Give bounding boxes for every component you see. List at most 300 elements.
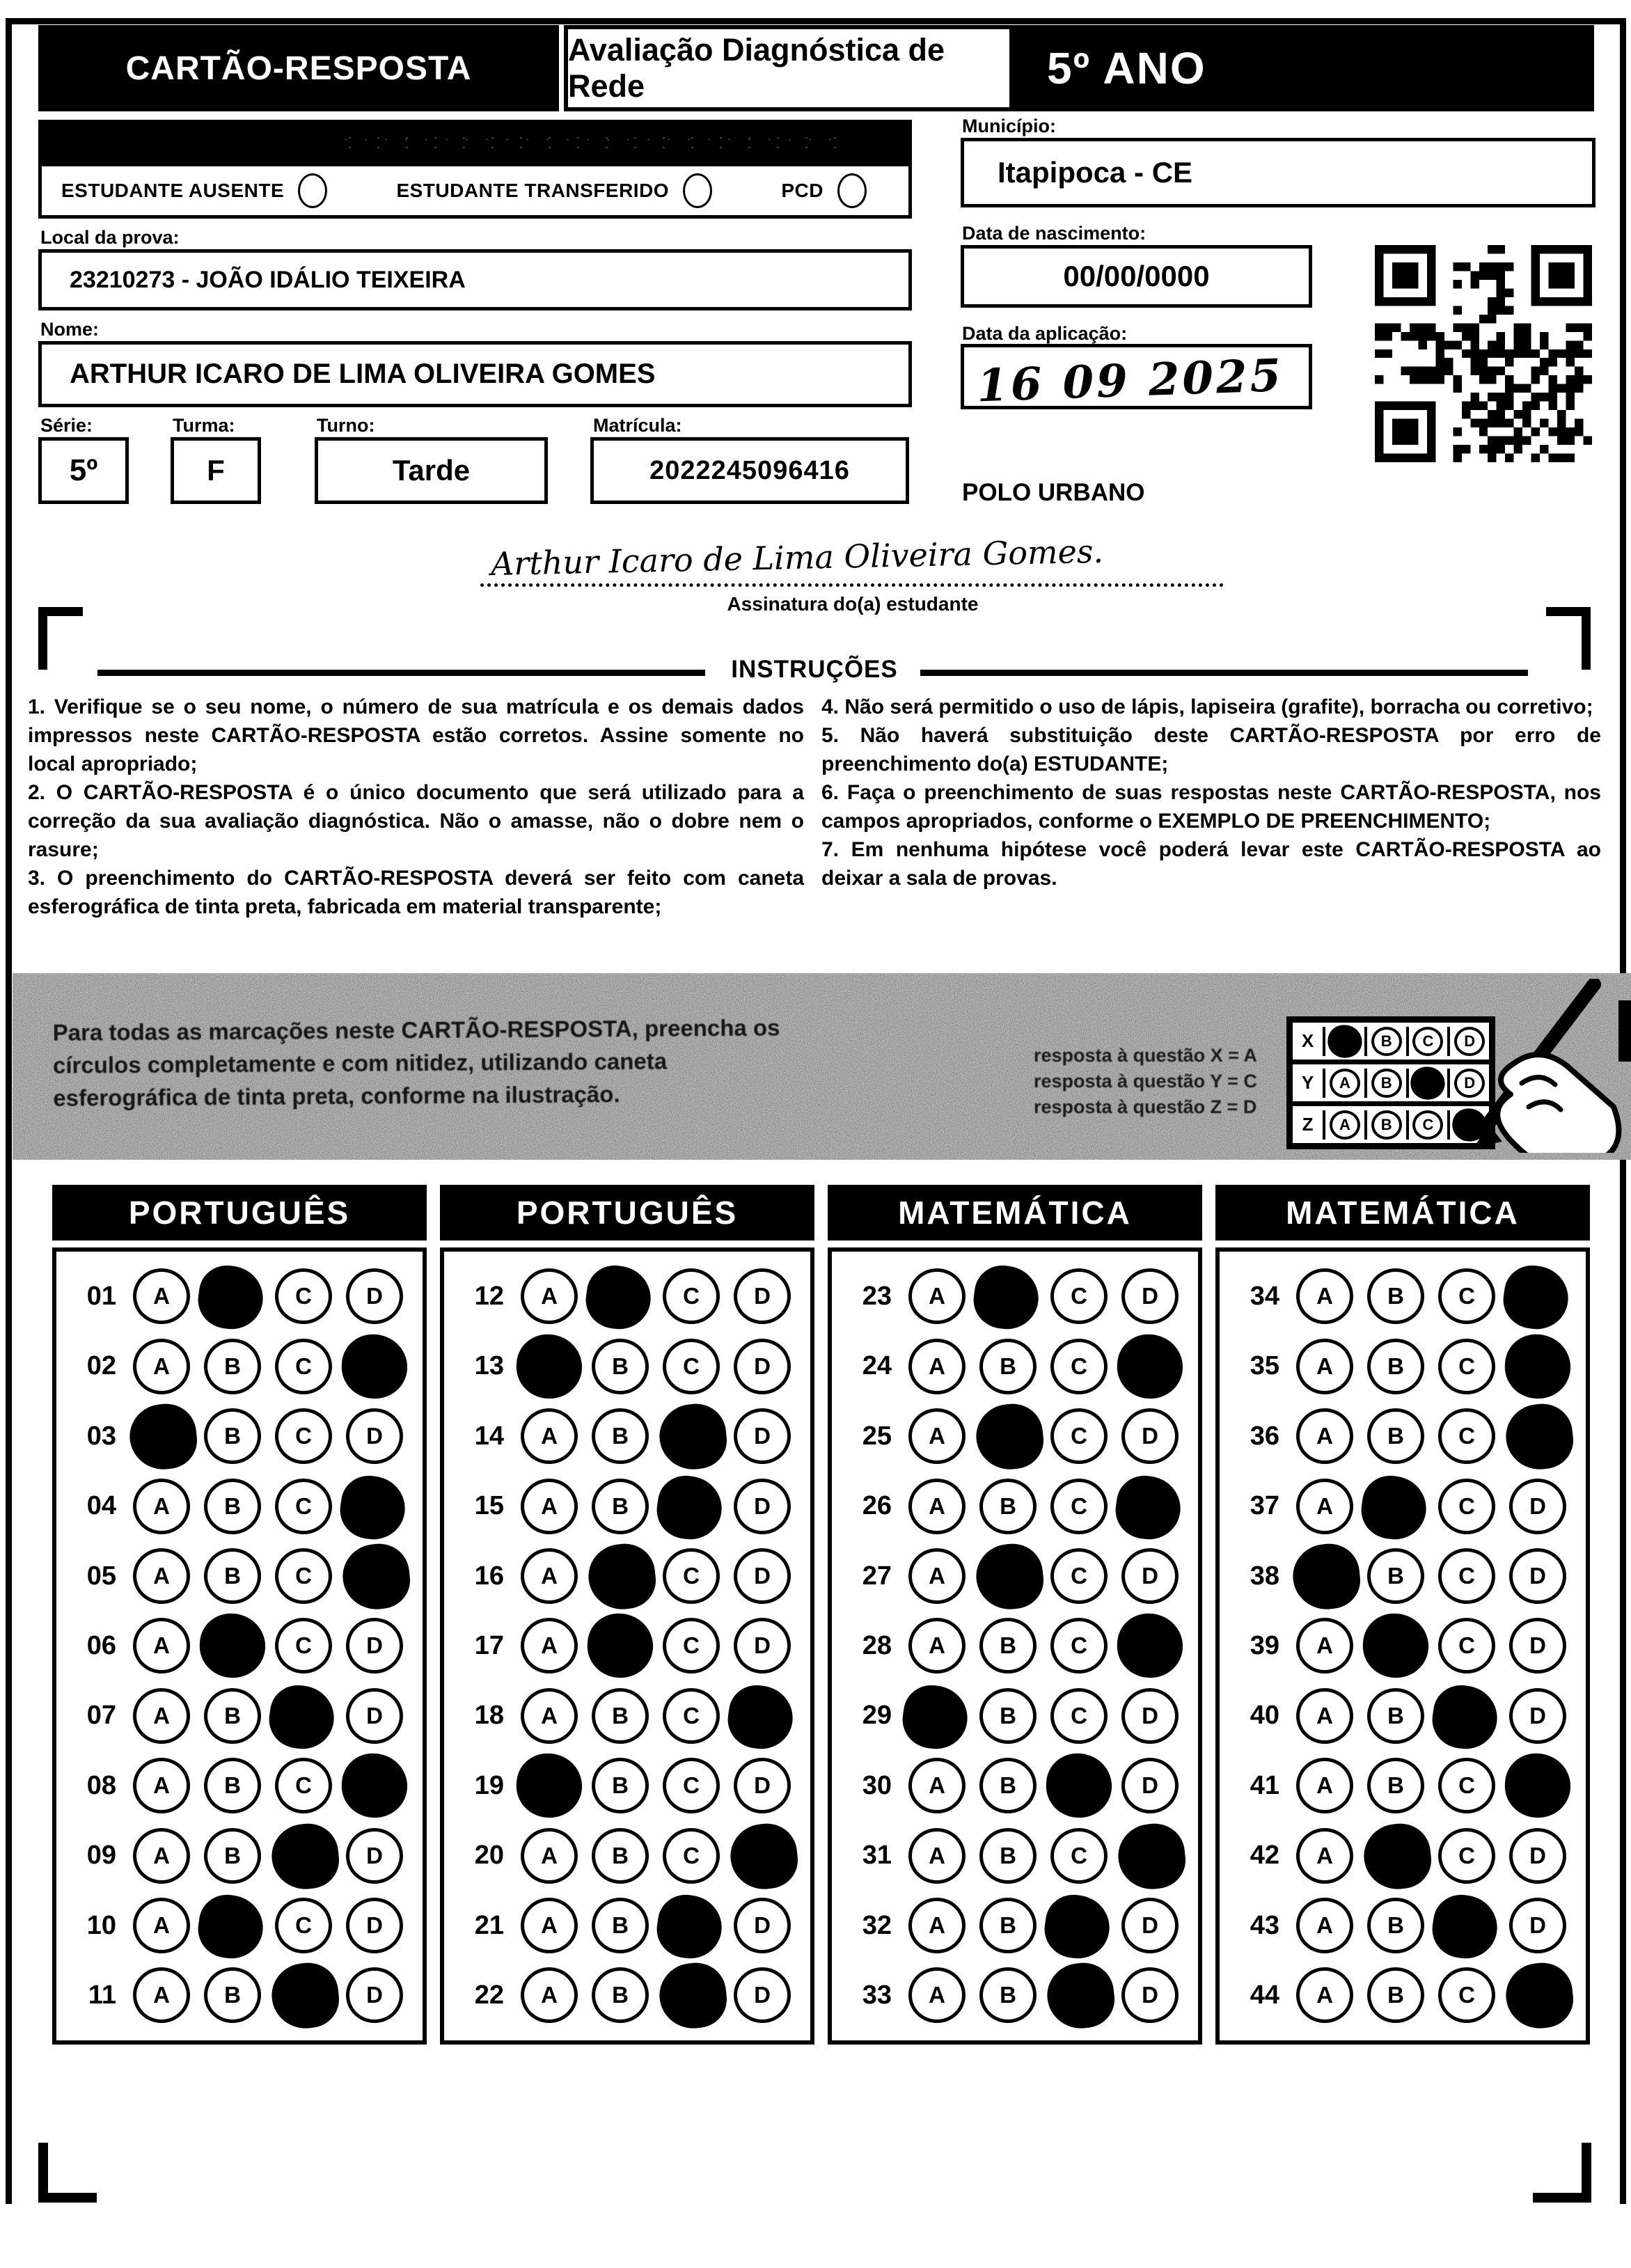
municipio-label: Município: bbox=[962, 116, 1056, 136]
question-number: 35 bbox=[1250, 1351, 1279, 1381]
bubble-option-b[interactable] bbox=[194, 1891, 267, 1962]
example-row-label: Z bbox=[1302, 1114, 1314, 1135]
bubble-option-b[interactable] bbox=[585, 1541, 659, 1612]
bubble-option-a[interactable]: A bbox=[133, 1688, 190, 1744]
question-options bbox=[507, 1339, 810, 1394]
aplicacao-box bbox=[961, 344, 1312, 412]
bubble-option-b[interactable] bbox=[1361, 1820, 1434, 1892]
bubble-option-b[interactable]: B bbox=[1367, 1339, 1424, 1394]
question-options bbox=[119, 1339, 423, 1394]
question-number: 42 bbox=[1250, 1841, 1279, 1871]
question-number: 39 bbox=[1250, 1630, 1279, 1660]
bubble-option-d[interactable]: D bbox=[1509, 1898, 1566, 1953]
bubble-option-b[interactable]: B bbox=[592, 1339, 649, 1394]
bubble-option-b[interactable]: B bbox=[1367, 1268, 1424, 1324]
bubble-option-a[interactable]: A bbox=[521, 1967, 578, 2023]
matricula-label: Matrícula: bbox=[593, 415, 682, 436]
bubble-option-a[interactable]: A bbox=[521, 1548, 578, 1604]
bubble-option-c[interactable]: C bbox=[663, 1688, 720, 1744]
bubble-option-b[interactable]: B bbox=[204, 1967, 261, 2023]
bubble-option-d[interactable]: D bbox=[346, 1898, 403, 1953]
local-da-prova-label: Local da prova: bbox=[40, 227, 180, 248]
bubble-option-d[interactable]: D bbox=[1121, 1758, 1179, 1813]
bubble-option-c[interactable]: C bbox=[1438, 1339, 1495, 1394]
example-bubble-option-a[interactable]: A bbox=[1330, 1110, 1360, 1140]
card-title-box bbox=[38, 25, 559, 111]
question-row bbox=[1220, 1408, 1586, 1464]
question-options bbox=[1282, 1898, 1586, 1953]
bubble-option-b[interactable]: B bbox=[979, 1479, 1037, 1534]
bubble-option-a[interactable]: A bbox=[521, 1618, 578, 1674]
serie-value: 5º bbox=[69, 453, 98, 487]
question-number: 15 bbox=[474, 1491, 504, 1521]
bubble-option-b[interactable]: B bbox=[592, 1967, 649, 2023]
bubble-option-d[interactable]: D bbox=[1509, 1618, 1566, 1674]
bubble-option-c[interactable]: C bbox=[1050, 1828, 1108, 1884]
signature-handwritten: Arthur Icaro de Lima Oliveira Gomes. bbox=[490, 532, 1104, 583]
bubble-option-c[interactable]: C bbox=[275, 1408, 332, 1464]
bubble-option-c[interactable] bbox=[1041, 1891, 1113, 1962]
bubble-option-d[interactable]: D bbox=[1121, 1688, 1179, 1744]
bubble-option-d[interactable]: D bbox=[734, 1758, 791, 1813]
bubble-option-c[interactable]: C bbox=[1438, 1967, 1495, 2023]
example-cell bbox=[1323, 1027, 1364, 1056]
question-options bbox=[507, 1898, 810, 1953]
answer-grid bbox=[828, 1247, 1202, 2045]
bubble-option-a[interactable]: A bbox=[133, 1618, 190, 1674]
bubble-option-b[interactable]: B bbox=[979, 1618, 1037, 1674]
bubble-option-a[interactable]: A bbox=[1296, 1758, 1353, 1813]
bubble-option-d[interactable]: D bbox=[1509, 1688, 1566, 1744]
bubble-option-a[interactable]: A bbox=[133, 1828, 190, 1884]
bubble-option-a[interactable]: A bbox=[521, 1898, 578, 1953]
bubble-option-c[interactable]: C bbox=[663, 1548, 720, 1604]
bubble-option-c[interactable]: C bbox=[1438, 1548, 1495, 1604]
bubble-option-b[interactable] bbox=[970, 1262, 1042, 1333]
bubble-option-d[interactable] bbox=[1115, 1612, 1185, 1680]
question-row bbox=[1220, 1688, 1586, 1744]
bubble-option-b[interactable]: B bbox=[979, 1688, 1037, 1744]
municipio-value: Itapipoca - CE bbox=[998, 156, 1193, 189]
question-number: 05 bbox=[86, 1561, 116, 1591]
bubble-option-a[interactable]: A bbox=[1296, 1967, 1353, 2023]
example-legend-line: resposta à questão X = A bbox=[1034, 1045, 1257, 1066]
bubble-option-a[interactable]: A bbox=[133, 1967, 190, 2023]
status-option bbox=[396, 173, 712, 208]
question-number: 09 bbox=[86, 1841, 116, 1871]
bubble-option-a[interactable]: A bbox=[1296, 1408, 1353, 1464]
question-row bbox=[832, 1268, 1198, 1324]
bubble-option-b[interactable]: B bbox=[592, 1408, 649, 1464]
question-number: 03 bbox=[86, 1421, 116, 1451]
bubble-option-c[interactable] bbox=[1428, 1682, 1501, 1753]
bubble-option-a[interactable]: A bbox=[1296, 1618, 1353, 1674]
hand-pen-illustration bbox=[1385, 979, 1631, 1153]
section-header bbox=[440, 1185, 814, 1241]
instruction-item: 5. Não haverá substituição deste CARTÃO-RESPOSTA por erro de preenchimento do(a) ESTUDANTE; bbox=[821, 724, 1601, 775]
example-bubble-option-a[interactable]: A bbox=[1330, 1069, 1360, 1098]
bubble-option-b[interactable]: B bbox=[1367, 1548, 1424, 1604]
bubble-option-a[interactable]: A bbox=[521, 1479, 578, 1534]
bubble-option-c[interactable] bbox=[1044, 1751, 1114, 1820]
bubble-option-c[interactable]: C bbox=[1050, 1408, 1108, 1464]
question-number: 40 bbox=[1250, 1701, 1279, 1731]
question-row bbox=[832, 1479, 1198, 1534]
example-legend-line: resposta à questão Z = D bbox=[1034, 1096, 1257, 1117]
bubble-option-c[interactable]: C bbox=[1050, 1688, 1108, 1744]
question-options bbox=[1282, 1339, 1586, 1394]
question-row bbox=[832, 1758, 1198, 1813]
bubble-option-b[interactable]: B bbox=[592, 1828, 649, 1884]
bubble-option-d[interactable]: D bbox=[734, 1967, 791, 2023]
instructions-rule-right bbox=[920, 670, 1528, 676]
question-row bbox=[56, 1688, 423, 1744]
bubble-option-c[interactable] bbox=[1044, 1960, 1117, 2032]
registration-mark bbox=[38, 607, 83, 616]
bubble-option-d[interactable]: D bbox=[1121, 1967, 1179, 2023]
question-row bbox=[444, 1339, 810, 1394]
bubble-option-b[interactable] bbox=[582, 1262, 654, 1333]
bubble-option-a[interactable] bbox=[514, 1332, 584, 1401]
example-bubble-option-b[interactable]: B bbox=[1371, 1069, 1402, 1098]
bubble-option-c[interactable] bbox=[269, 1960, 342, 2032]
bubble-option-c[interactable]: C bbox=[1438, 1408, 1495, 1464]
example-bubble-option-b[interactable]: B bbox=[1371, 1110, 1402, 1140]
status-option-label: PCD bbox=[781, 180, 824, 201]
question-number: 41 bbox=[1250, 1770, 1279, 1800]
bubble-option-d[interactable] bbox=[724, 1682, 796, 1753]
bubble-option-b[interactable]: B bbox=[204, 1479, 261, 1534]
bubble-option-d[interactable] bbox=[1115, 1820, 1188, 1892]
question-row bbox=[444, 1408, 810, 1464]
bubble-option-b[interactable] bbox=[585, 1612, 655, 1680]
bubble-option-b[interactable]: B bbox=[979, 1967, 1037, 2023]
bubble-option-c[interactable]: C bbox=[1050, 1479, 1108, 1534]
question-number: 31 bbox=[862, 1841, 892, 1871]
municipio-box bbox=[961, 138, 1595, 207]
bubble-option-a[interactable]: A bbox=[133, 1548, 190, 1604]
question-row bbox=[444, 1688, 810, 1744]
bubble-option-d[interactable]: D bbox=[346, 1688, 403, 1744]
question-row bbox=[56, 1758, 423, 1813]
question-options bbox=[895, 1408, 1198, 1464]
bubble-option-b[interactable]: B bbox=[204, 1688, 261, 1744]
bubble-option-c[interactable]: C bbox=[275, 1479, 332, 1534]
bubble-option-a[interactable] bbox=[127, 1401, 200, 1473]
bubble-option-c[interactable]: C bbox=[1050, 1548, 1108, 1604]
example-bubble-option-d[interactable]: D bbox=[1454, 1027, 1485, 1056]
bubble-option-d[interactable]: D bbox=[346, 1967, 403, 2023]
bubble-option-d[interactable]: D bbox=[734, 1548, 791, 1604]
bubble-option-c[interactable]: C bbox=[663, 1339, 720, 1394]
bubble-option-a[interactable]: A bbox=[908, 1758, 966, 1813]
bubble-option-c[interactable] bbox=[1428, 1891, 1501, 1962]
question-options bbox=[119, 1967, 423, 2023]
bubble-option-c[interactable]: C bbox=[275, 1898, 332, 1953]
bubble-option-a[interactable]: A bbox=[908, 1268, 966, 1324]
status-option-circle[interactable] bbox=[683, 173, 712, 208]
bubble-option-c[interactable] bbox=[653, 1891, 725, 1962]
bubble-option-d[interactable]: D bbox=[1509, 1479, 1566, 1534]
bubble-option-a[interactable]: A bbox=[1296, 1898, 1353, 1953]
question-row bbox=[1220, 1618, 1586, 1674]
bubble-option-d[interactable] bbox=[340, 1332, 409, 1401]
section-header bbox=[52, 1185, 427, 1241]
bubble-option-b[interactable] bbox=[973, 1541, 1046, 1612]
bubble-option-a[interactable]: A bbox=[908, 1967, 966, 2023]
bubble-option-d[interactable] bbox=[727, 1820, 801, 1892]
question-number: 30 bbox=[862, 1770, 892, 1800]
bubble-option-b[interactable]: B bbox=[204, 1408, 261, 1464]
bubble-option-d[interactable]: D bbox=[346, 1268, 403, 1324]
bubble-option-a[interactable]: A bbox=[908, 1408, 966, 1464]
nascimento-box bbox=[961, 245, 1312, 308]
page-border-top bbox=[6, 18, 1626, 24]
student-status-box bbox=[38, 163, 912, 219]
question-options bbox=[119, 1618, 423, 1674]
bubble-option-c[interactable]: C bbox=[275, 1339, 332, 1394]
example-legend-line: resposta à questão Y = C bbox=[1034, 1071, 1257, 1092]
nome-value: ARTHUR ICARO DE LIMA OLIVEIRA GOMES bbox=[70, 359, 656, 389]
question-options bbox=[507, 1758, 810, 1813]
bubble-option-c[interactable]: C bbox=[275, 1758, 332, 1813]
question-number: 32 bbox=[862, 1910, 892, 1940]
question-options bbox=[895, 1618, 1198, 1674]
bubble-option-b[interactable]: B bbox=[592, 1898, 649, 1953]
polo-label: POLO URBANO bbox=[962, 479, 1145, 506]
fill-instructions-note: Para todas as marcações neste CARTÃO-RESPOSTA, preencha os círculos completamente e com nitidez, utilizando caneta esferográfica de tinta preta, conforme na ilustração. bbox=[52, 1014, 780, 1111]
bubble-option-d[interactable] bbox=[1115, 1332, 1185, 1401]
bubble-option-a[interactable]: A bbox=[1296, 1268, 1353, 1324]
bubble-option-d[interactable] bbox=[1503, 1960, 1576, 2032]
bubble-option-a[interactable]: A bbox=[1296, 1479, 1353, 1534]
bubble-option-b[interactable]: B bbox=[592, 1688, 649, 1744]
nome-box bbox=[38, 341, 912, 407]
example-bubble-option-c[interactable]: C bbox=[1412, 1027, 1443, 1056]
bubble-option-a[interactable]: A bbox=[521, 1828, 578, 1884]
bubble-option-c[interactable]: C bbox=[1050, 1339, 1108, 1394]
bubble-option-c[interactable]: C bbox=[275, 1548, 332, 1604]
bubble-option-d[interactable]: D bbox=[1121, 1548, 1179, 1604]
bubble-option-c[interactable]: C bbox=[1438, 1268, 1495, 1324]
bubble-option-a[interactable]: A bbox=[133, 1339, 190, 1394]
bubble-option-d[interactable]: D bbox=[346, 1408, 403, 1464]
bubble-option-c[interactable]: C bbox=[275, 1268, 332, 1324]
example-band bbox=[13, 973, 1631, 1160]
bubble-option-d[interactable] bbox=[1503, 1401, 1576, 1473]
bubble-option-a[interactable]: A bbox=[133, 1479, 190, 1534]
bubble-option-a[interactable]: A bbox=[908, 1548, 966, 1604]
bubble-option-d[interactable]: D bbox=[734, 1618, 791, 1674]
bubble-option-c[interactable]: C bbox=[1438, 1479, 1495, 1534]
example-cell bbox=[1323, 1069, 1364, 1098]
bubble-option-b[interactable] bbox=[1357, 1472, 1430, 1543]
status-option-label: ESTUDANTE TRANSFERIDO bbox=[396, 180, 670, 201]
question-number: 25 bbox=[862, 1421, 892, 1451]
bubble-option-d[interactable] bbox=[340, 1751, 409, 1820]
example-bubble-option-c[interactable]: C bbox=[1412, 1110, 1443, 1140]
question-options bbox=[507, 1548, 810, 1604]
question-row bbox=[56, 1618, 423, 1674]
question-options bbox=[895, 1688, 1198, 1744]
bubble-option-d[interactable]: D bbox=[734, 1268, 791, 1324]
bubble-option-d[interactable]: D bbox=[346, 1618, 403, 1674]
bubble-option-d[interactable] bbox=[1503, 1751, 1573, 1820]
bubble-option-b[interactable]: B bbox=[979, 1758, 1037, 1813]
bubble-option-b[interactable]: B bbox=[979, 1339, 1037, 1394]
bubble-option-b[interactable] bbox=[194, 1262, 267, 1333]
bubble-option-d[interactable] bbox=[340, 1541, 413, 1612]
bubble-option-d[interactable]: D bbox=[346, 1828, 403, 1884]
bubble-option-c[interactable]: C bbox=[1438, 1618, 1495, 1674]
bubble-option-b[interactable]: B bbox=[592, 1479, 649, 1534]
question-options bbox=[1282, 1828, 1586, 1884]
question-number: 26 bbox=[862, 1491, 892, 1521]
question-number: 10 bbox=[86, 1910, 116, 1940]
bubble-option-b[interactable]: B bbox=[1367, 1898, 1424, 1953]
bubble-option-d[interactable]: D bbox=[734, 1898, 791, 1953]
applicator-bar bbox=[38, 120, 912, 163]
bubble-option-a[interactable]: A bbox=[521, 1688, 578, 1744]
bubble-option-c[interactable]: C bbox=[1050, 1268, 1108, 1324]
bubble-option-b[interactable]: B bbox=[979, 1828, 1037, 1884]
question-options bbox=[507, 1688, 810, 1744]
question-options bbox=[895, 1898, 1198, 1953]
bubble-option-d[interactable] bbox=[1112, 1472, 1184, 1543]
bubble-option-c[interactable]: C bbox=[663, 1618, 720, 1674]
bubble-option-a[interactable]: A bbox=[908, 1618, 966, 1674]
bubble-option-a[interactable]: A bbox=[133, 1268, 190, 1324]
bubble-option-b[interactable]: B bbox=[1367, 1758, 1424, 1813]
bubble-option-c[interactable]: C bbox=[1438, 1758, 1495, 1813]
bubble-option-d[interactable] bbox=[1503, 1332, 1573, 1401]
bubble-option-c[interactable]: C bbox=[663, 1758, 720, 1813]
bubble-option-b[interactable]: B bbox=[204, 1758, 261, 1813]
bubble-option-b[interactable] bbox=[198, 1612, 267, 1680]
bubble-option-c[interactable]: C bbox=[1438, 1828, 1495, 1884]
turno-box bbox=[315, 437, 548, 504]
bubble-option-d[interactable] bbox=[1499, 1262, 1572, 1333]
bubble-option-a[interactable]: A bbox=[908, 1828, 966, 1884]
bubble-option-d[interactable]: D bbox=[734, 1408, 791, 1464]
bubble-option-a[interactable]: A bbox=[1296, 1828, 1353, 1884]
answer-grid bbox=[1215, 1247, 1590, 2045]
bubble-option-a[interactable]: A bbox=[908, 1479, 966, 1534]
bubble-option-c[interactable]: C bbox=[1050, 1618, 1108, 1674]
question-number: 22 bbox=[474, 1980, 504, 2010]
bubble-option-d[interactable]: D bbox=[1121, 1268, 1179, 1324]
bubble-option-d[interactable]: D bbox=[734, 1479, 791, 1534]
question-row bbox=[444, 1898, 810, 1953]
bubble-option-d[interactable]: D bbox=[1121, 1408, 1179, 1464]
question-row bbox=[56, 1408, 423, 1464]
question-options bbox=[119, 1268, 423, 1324]
question-row bbox=[444, 1479, 810, 1534]
bubble-option-a[interactable]: A bbox=[1296, 1339, 1353, 1394]
question-number: 08 bbox=[86, 1770, 116, 1800]
question-options bbox=[1282, 1408, 1586, 1464]
question-options bbox=[507, 1408, 810, 1464]
bubble-option-c[interactable]: C bbox=[663, 1268, 720, 1324]
example-bubble-option-b[interactable]: B bbox=[1371, 1027, 1402, 1056]
question-number: 02 bbox=[86, 1351, 116, 1381]
bubble-option-b[interactable]: B bbox=[1367, 1967, 1424, 2023]
instructions-left-column bbox=[28, 693, 804, 921]
bubble-option-d[interactable]: D bbox=[1509, 1548, 1566, 1604]
bubble-option-c[interactable] bbox=[269, 1820, 342, 1892]
question-number: 44 bbox=[1250, 1980, 1279, 2010]
bubble-option-b[interactable]: B bbox=[592, 1758, 649, 1813]
question-number: 18 bbox=[474, 1701, 504, 1731]
bubble-option-b[interactable] bbox=[973, 1401, 1046, 1473]
bubble-option-b[interactable]: B bbox=[204, 1548, 261, 1604]
question-row bbox=[56, 1339, 423, 1394]
instructions-rule-left bbox=[97, 670, 705, 676]
question-row bbox=[832, 1688, 1198, 1744]
question-row bbox=[444, 1828, 810, 1884]
question-options bbox=[119, 1758, 423, 1813]
bubble-option-a[interactable]: A bbox=[521, 1268, 578, 1324]
bubble-option-b[interactable]: B bbox=[204, 1828, 261, 1884]
bubble-option-a[interactable]: A bbox=[133, 1758, 190, 1813]
status-option-circle[interactable] bbox=[837, 173, 867, 208]
bubble-option-d[interactable]: D bbox=[1509, 1828, 1566, 1884]
bubble-option-c[interactable] bbox=[656, 1401, 730, 1473]
question-row bbox=[1220, 1479, 1586, 1534]
bubble-option-a[interactable] bbox=[899, 1682, 971, 1753]
status-option-circle[interactable] bbox=[298, 173, 327, 208]
question-options bbox=[895, 1828, 1198, 1884]
bubble-option-c[interactable] bbox=[656, 1960, 730, 2032]
bubble-option-a[interactable]: A bbox=[521, 1408, 578, 1464]
bubble-option-b[interactable] bbox=[1361, 1612, 1431, 1680]
instruction-item: 1. Verifique se o seu nome, o número de sua matrícula e os demais dados impressos neste CARTÃO-RESPOSTA estão corretos. Assine somente no local apropriado; bbox=[28, 695, 804, 775]
question-row bbox=[56, 1898, 423, 1953]
bubble-option-a[interactable] bbox=[514, 1751, 584, 1820]
bubble-option-a[interactable]: A bbox=[908, 1339, 966, 1394]
bubble-option-c[interactable] bbox=[653, 1472, 725, 1543]
question-row bbox=[832, 1548, 1198, 1604]
edge-registration-bar bbox=[1618, 1000, 1631, 1062]
bubble-option-d[interactable]: D bbox=[734, 1339, 791, 1394]
instruction-item: 3. O preenchimento do CARTÃO-RESPOSTA deverá ser feito com caneta esferográfica de tinta preta, fabricada em material transparente; bbox=[28, 867, 804, 918]
question-row bbox=[1220, 1967, 1586, 2023]
question-options bbox=[895, 1479, 1198, 1534]
question-number: 27 bbox=[862, 1561, 892, 1591]
bubble-option-c[interactable]: C bbox=[275, 1618, 332, 1674]
bubble-option-b[interactable]: B bbox=[1367, 1408, 1424, 1464]
bubble-option-a[interactable] bbox=[1290, 1541, 1363, 1612]
question-row bbox=[444, 1758, 810, 1813]
question-number: 43 bbox=[1250, 1910, 1279, 1940]
example-bubble-option-a[interactable] bbox=[1326, 1023, 1363, 1059]
bubble-option-c[interactable]: C bbox=[663, 1828, 720, 1884]
bubble-option-b[interactable]: B bbox=[204, 1339, 261, 1394]
bubble-option-d[interactable]: D bbox=[1121, 1898, 1179, 1953]
question-options bbox=[119, 1479, 423, 1534]
question-options bbox=[1282, 1268, 1586, 1324]
bubble-option-a[interactable]: A bbox=[908, 1898, 966, 1953]
bubble-option-c[interactable] bbox=[265, 1682, 338, 1753]
bubble-option-b[interactable]: B bbox=[979, 1898, 1037, 1953]
bubble-option-a[interactable]: A bbox=[133, 1898, 190, 1953]
bubble-option-d[interactable] bbox=[336, 1472, 409, 1543]
example-bubble-option-d[interactable]: D bbox=[1454, 1069, 1485, 1098]
bubble-option-b[interactable]: B bbox=[1367, 1688, 1424, 1744]
assessment-title-box bbox=[564, 25, 1014, 111]
bubble-option-a[interactable]: A bbox=[1296, 1688, 1353, 1744]
question-options bbox=[507, 1828, 810, 1884]
